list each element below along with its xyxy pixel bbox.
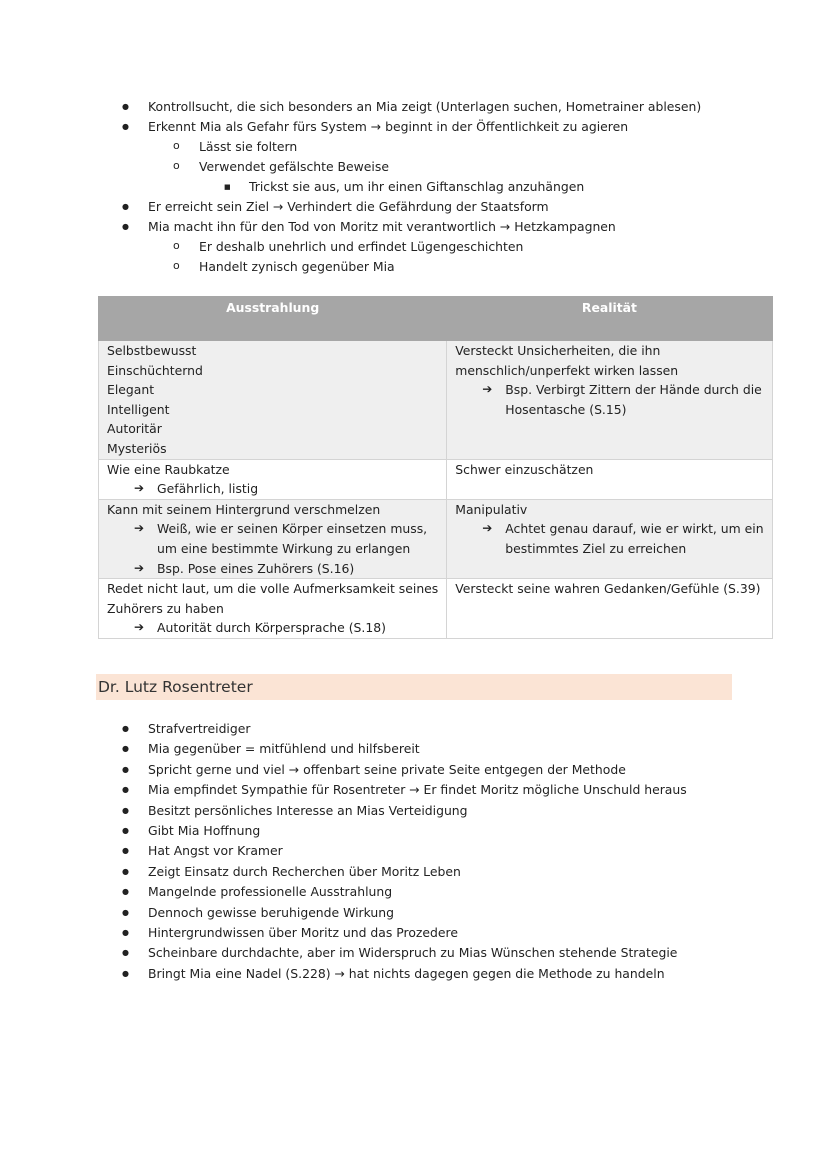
list-item: ● Scheinbare durchdachte, aber im Widerspruch zu Mias Wünschen stehende Strategie [0,943,828,963]
list-item: ● Gibt Mia Hoffnung [0,821,828,841]
arrow-icon: ➔ [134,560,145,575]
list-item: ● Spricht gerne und viel → offenbart seine private Seite entgegen der Methode [0,760,828,780]
table-row [99,341,773,460]
arrow-icon: ➔ [482,521,493,536]
list-item: ● Dennoch gewisse beruhigende Wirkung [0,903,828,923]
list-item: ● Mangelnde professionelle Ausstrahlung [0,882,828,902]
arrow-icon: ➔ [134,521,145,536]
table-cell: Wie eine Raubkatze ➔ Gefährlich, listig [99,459,447,499]
comparison-table [98,296,773,639]
arrow-icon: ➔ [482,382,493,397]
table-cell: Selbstbewusst Einschüchternd Elegant Intelligent Autoritär Mysteriös [99,341,447,460]
list-item: ● Kontrollsucht, die sich besonders an Mia zeigt (Unterlagen suchen, Hometrainer ablesen) [0,97,828,117]
list-subitem: o Er deshalb unehrlich und erfindet Lügengeschichten [0,237,828,257]
rosentreter-trait-list [0,719,828,984]
list-subitem: o Handelt zynisch gegenüber Mia [0,257,828,277]
list-item: ● Hintergrundwissen über Moritz und das Prozedere [0,923,828,943]
character-trait-list [0,97,828,277]
list-item: ● Zeigt Einsatz durch Recherchen über Moritz Leben [0,862,828,882]
list-item: ● Bringt Mia eine Nadel (S.228) → hat nichts dagegen gegen die Methode zu handeln [0,964,828,984]
list-item: ● Mia macht ihn für den Tod von Moritz mit verantwortlich → Hetzkampagnen [0,217,828,237]
list-item: ● Erkennt Mia als Gefahr fürs System → beginnt in der Öffentlichkeit zu agieren [0,117,828,137]
table-cell: Schwer einzuschätzen [447,459,772,499]
list-item: ● Mia gegenüber = mitfühlend und hilfsbereit [0,739,828,759]
list-item: ● Besitzt persönliches Interesse an Mias Verteidigung [0,801,828,821]
column-header-realitaet: Realität [447,297,772,341]
list-subitem: o Lässt sie foltern [0,137,828,157]
list-item: ● Mia empfindet Sympathie für Rosentreter → Er findet Moritz mögliche Unschuld heraus [0,780,828,800]
list-subitem: o Verwendet gefälschte Beweise [0,157,828,177]
table-row [99,459,773,499]
arrow-icon: ➔ [134,481,145,496]
table-cell: Kann mit seinem Hintergrund verschmelzen ➔ Weiß, wie er seinen Körper einsetzen muss, um eine bestimmte Wirkung zu erlangen ➔ Bsp. Pose eines Zuhörers (S.16) [99,499,447,578]
table-row [99,579,773,639]
arrow-icon: ➔ [134,620,145,635]
list-item: ● Strafvertreidiger [0,719,828,739]
list-item: ● Hat Angst vor Kramer [0,841,828,861]
list-item: ● Er erreicht sein Ziel → Verhindert die Gefährdung der Staatsform [0,197,828,217]
table-header-row [99,297,773,341]
list-subsubitem: ■ Trickst sie aus, um ihr einen Giftanschlag anzuhängen [0,177,828,197]
table-row [99,499,773,578]
column-header-ausstrahlung: Ausstrahlung [99,297,447,341]
table-cell: Manipulativ ➔ Achtet genau darauf, wie er wirkt, um ein bestimmtes Ziel zu erreichen [447,499,772,578]
table-cell: Versteckt Unsicherheiten, die ihn menschlich/unperfekt wirken lassen ➔ Bsp. Verbirgt Zittern der Hände durch die Hosentasche (S.15) [447,341,772,460]
table-cell: Versteckt seine wahren Gedanken/Gefühle (S.39) [447,579,772,639]
table-cell: Redet nicht laut, um die volle Aufmerksamkeit seines Zuhörers zu haben ➔ Autorität durch Körpersprache (S.18) [99,579,447,639]
section-heading: Dr. Lutz Rosentreter [96,674,732,700]
